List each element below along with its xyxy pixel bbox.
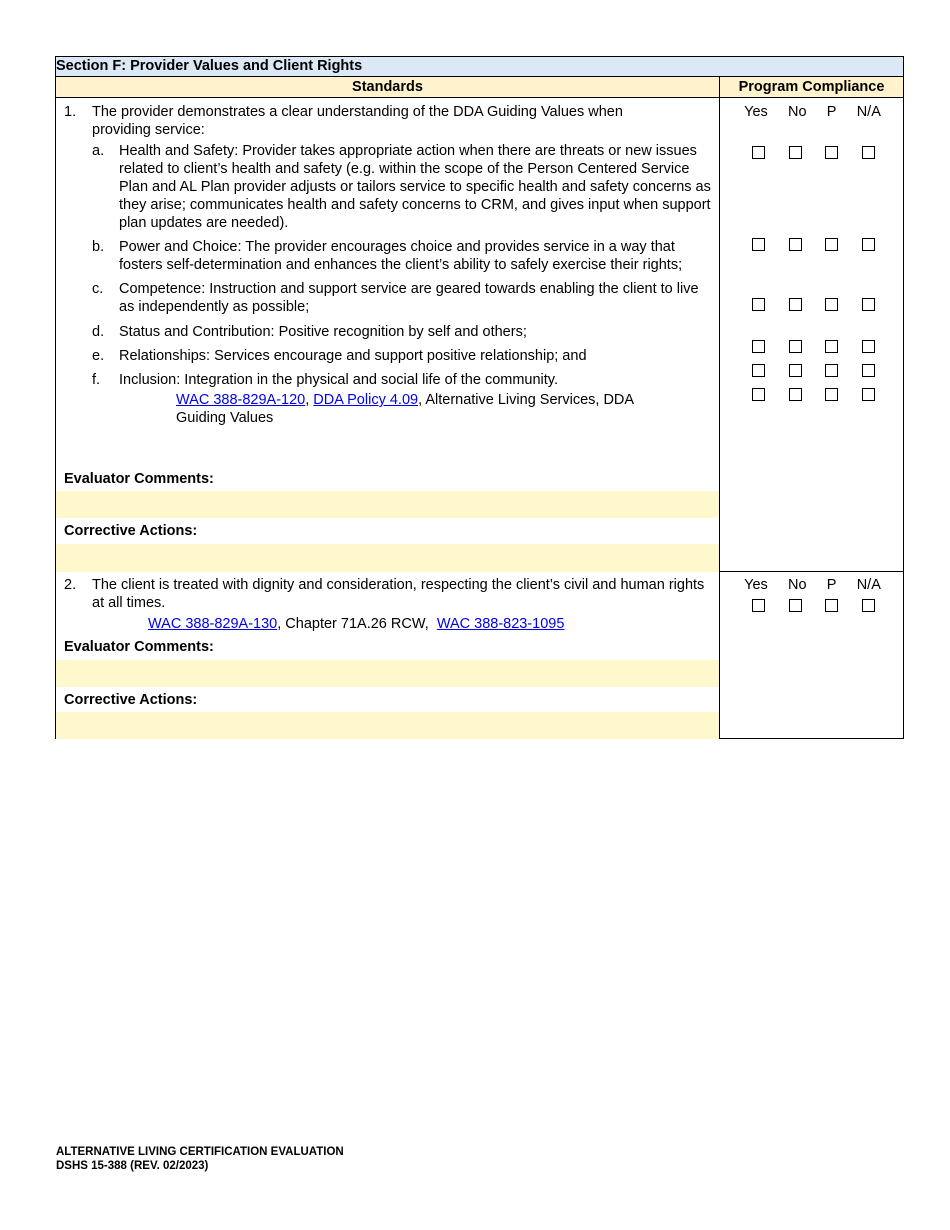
standards-header: Standards [56,77,720,98]
corrective-actions-field-1[interactable] [56,544,719,572]
form-number: DSHS 15-388 (REV. 02/2023) [56,1160,209,1172]
item-1-references: WAC 388-829A-120, DDA Policy 4.09, Alternative Living Services, DDA Guiding Values [176,392,634,426]
standard-item-1 [56,98,720,572]
checkbox-row-1a [720,146,903,159]
page-footer [56,1145,344,1173]
checkbox-1d-na[interactable] [862,340,875,353]
checkbox-1b-no[interactable] [789,238,802,251]
corrective-actions-field-2[interactable] [56,712,719,739]
evaluator-comments-label-2: Evaluator Comments: [64,639,214,655]
wac-388-829a-120-link[interactable]: WAC 388-829A-120 [176,392,306,408]
dda-policy-4-09-link[interactable]: DDA Policy 4.09 [313,392,419,408]
checkbox-1f-yes[interactable] [752,388,765,401]
checkbox-1e-no[interactable] [789,364,802,377]
item-1-text: 1. The provider demonstrates a clear understanding of the DDA Guiding Values when providing service: [64,104,623,138]
wac-388-829a-130-link[interactable]: WAC 388-829A-130 [148,616,278,632]
checkbox-1a-no[interactable] [789,146,802,159]
checkbox-2-na[interactable] [862,599,875,612]
checkbox-2-p[interactable] [825,599,838,612]
checkbox-2-yes[interactable] [752,599,765,612]
checkbox-1d-p[interactable] [825,340,838,353]
form-title: ALTERNATIVE LIVING CERTIFICATION EVALUATION [56,1146,344,1158]
evaluator-comments-label: Evaluator Comments: [64,471,214,487]
wac-388-823-1095-link[interactable]: WAC 388-823-1095 [436,616,565,632]
evaluator-comments-field-1[interactable] [56,491,719,518]
subitem-e: e. Relationships: Services encourage and support positive relationship; and [92,348,587,364]
checkbox-row-1e [720,364,903,377]
checkbox-1c-na[interactable] [862,298,875,311]
checkbox-1b-p[interactable] [825,238,838,251]
item-2-references: WAC 388-829A-130, Chapter 71A.26 RCW, WAC 388-823-1095 [148,616,565,632]
compliance-item-1 [720,98,904,572]
compliance-header: Program Compliance [720,77,904,98]
checkbox-1f-p[interactable] [825,388,838,401]
checkbox-1b-yes[interactable] [752,238,765,251]
corrective-actions-label: Corrective Actions: [64,523,198,539]
checkbox-1c-no[interactable] [789,298,802,311]
checkbox-1c-yes[interactable] [752,298,765,311]
checkbox-2-no[interactable] [789,599,802,612]
checkbox-1f-na[interactable] [862,388,875,401]
checkbox-1c-p[interactable] [825,298,838,311]
checkbox-row-2 [720,599,903,612]
compliance-options-1: Yes No P N/A [744,104,881,120]
checkbox-1a-na[interactable] [862,146,875,159]
checkbox-1f-no[interactable] [789,388,802,401]
checkbox-row-1d [720,340,903,353]
checkbox-1d-yes[interactable] [752,340,765,353]
standard-item-2 [56,572,720,739]
checkbox-1a-yes[interactable] [752,146,765,159]
checkbox-row-1c [720,298,903,311]
compliance-options-2: Yes No P N/A [744,577,881,593]
evaluator-comments-field-2[interactable] [56,660,719,687]
checkbox-1e-yes[interactable] [752,364,765,377]
checkbox-1d-no[interactable] [789,340,802,353]
subitem-d: d. Status and Contribution: Positive recognition by self and others; [92,324,527,340]
checkbox-1e-na[interactable] [862,364,875,377]
subitem-f: f. Inclusion: Integration in the physical and social life of the community. [92,372,558,388]
evaluation-table [55,56,904,739]
subitem-b: b. Power and Choice: The provider encourages choice and provides service in a way that fosters self-determination and enhances the client’s ability to safely exercise their rights; [92,239,683,273]
checkbox-1b-na[interactable] [862,238,875,251]
checkbox-row-1b [720,238,903,251]
subitem-c: c. Competence: Instruction and support service are geared towards enabling the client to live as independently as possible; [92,281,699,315]
item-2-text: 2. The client is treated with dignity and consideration, respecting the client’s civil and human rights at all times. [64,577,705,611]
checkbox-1a-p[interactable] [825,146,838,159]
compliance-item-2 [720,572,904,739]
checkbox-row-1f [720,388,903,401]
checkbox-1e-p[interactable] [825,364,838,377]
corrective-actions-label-2: Corrective Actions: [64,692,198,708]
section-title: Section F: Provider Values and Client Rights [56,57,904,77]
subitem-a: a. Health and Safety: Provider takes appropriate action when there are threats or new issues related to client’s health and safety (e.g. within the scope of the Person Centered Service Plan and AL Plan provider adjusts or tailors service to specific health and safety concerns as they arise; communicates health and safety concerns to CRM, and gives input when support plan updates are needed). [92,143,711,231]
